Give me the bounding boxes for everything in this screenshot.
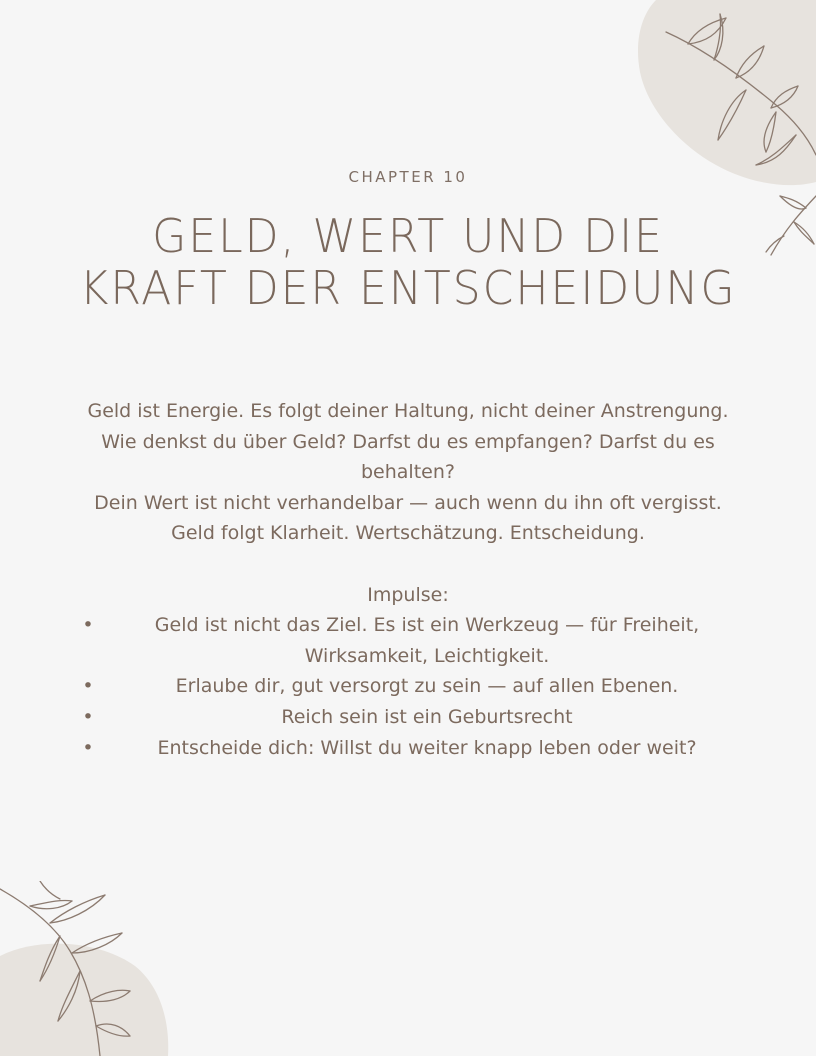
body-paragraph: Geld ist Energie. Es folgt deiner Haltung, nicht deiner Anstrengung. bbox=[87, 400, 729, 422]
impulse-list bbox=[60, 610, 756, 763]
bullet-icon: • bbox=[82, 614, 94, 637]
leaf-branch-decoration-bottom-left bbox=[0, 881, 180, 1056]
chapter-title-line-2: KRAFT DER ENTSCHEIDUNG bbox=[79, 261, 737, 315]
impulse-item-text: Geld ist nicht das Ziel. Es ist ein Werkzeug — für Freiheit, Wirksamkeit, Leichtigkeit. bbox=[154, 614, 700, 667]
impulse-list-item bbox=[60, 702, 756, 733]
impulse-list-item bbox=[60, 610, 756, 671]
impulse-item-text: Reich sein ist ein Geburtsrecht bbox=[281, 705, 573, 728]
body-paragraph: Dein Wert ist nicht verhandelbar — auch wenn du ihn oft vergisst. bbox=[94, 491, 722, 514]
background-blob bbox=[638, 0, 816, 185]
chapter-title bbox=[16, 210, 799, 314]
chapter-body bbox=[60, 396, 756, 763]
impulse-item-text: Erlaube dir, gut versorgt zu sein — auf allen Ebenen. bbox=[175, 675, 679, 698]
paragraph-spacer bbox=[60, 549, 756, 580]
bullet-icon: • bbox=[82, 736, 94, 759]
impulse-item-text: Entscheide dich: Willst du weiter knapp leben oder weit? bbox=[157, 736, 697, 759]
body-paragraph: Geld folgt Klarheit. Wertschätzung. Entscheidung. bbox=[171, 522, 645, 545]
background-blob bbox=[0, 944, 168, 1056]
chapter-title-line-1: GELD, WERT UND DIE bbox=[152, 209, 664, 263]
impulse-heading: Impulse: bbox=[367, 583, 449, 606]
chapter-label: CHAPTER 10 bbox=[348, 168, 468, 186]
bullet-icon: • bbox=[82, 675, 94, 698]
body-paragraph: Wie denkst du über Geld? Darfst du es empfangen? Darfst du es behalten? bbox=[101, 430, 715, 484]
impulse-list-item bbox=[60, 671, 756, 702]
impulse-list-item bbox=[60, 733, 756, 764]
bullet-icon: • bbox=[82, 705, 94, 728]
